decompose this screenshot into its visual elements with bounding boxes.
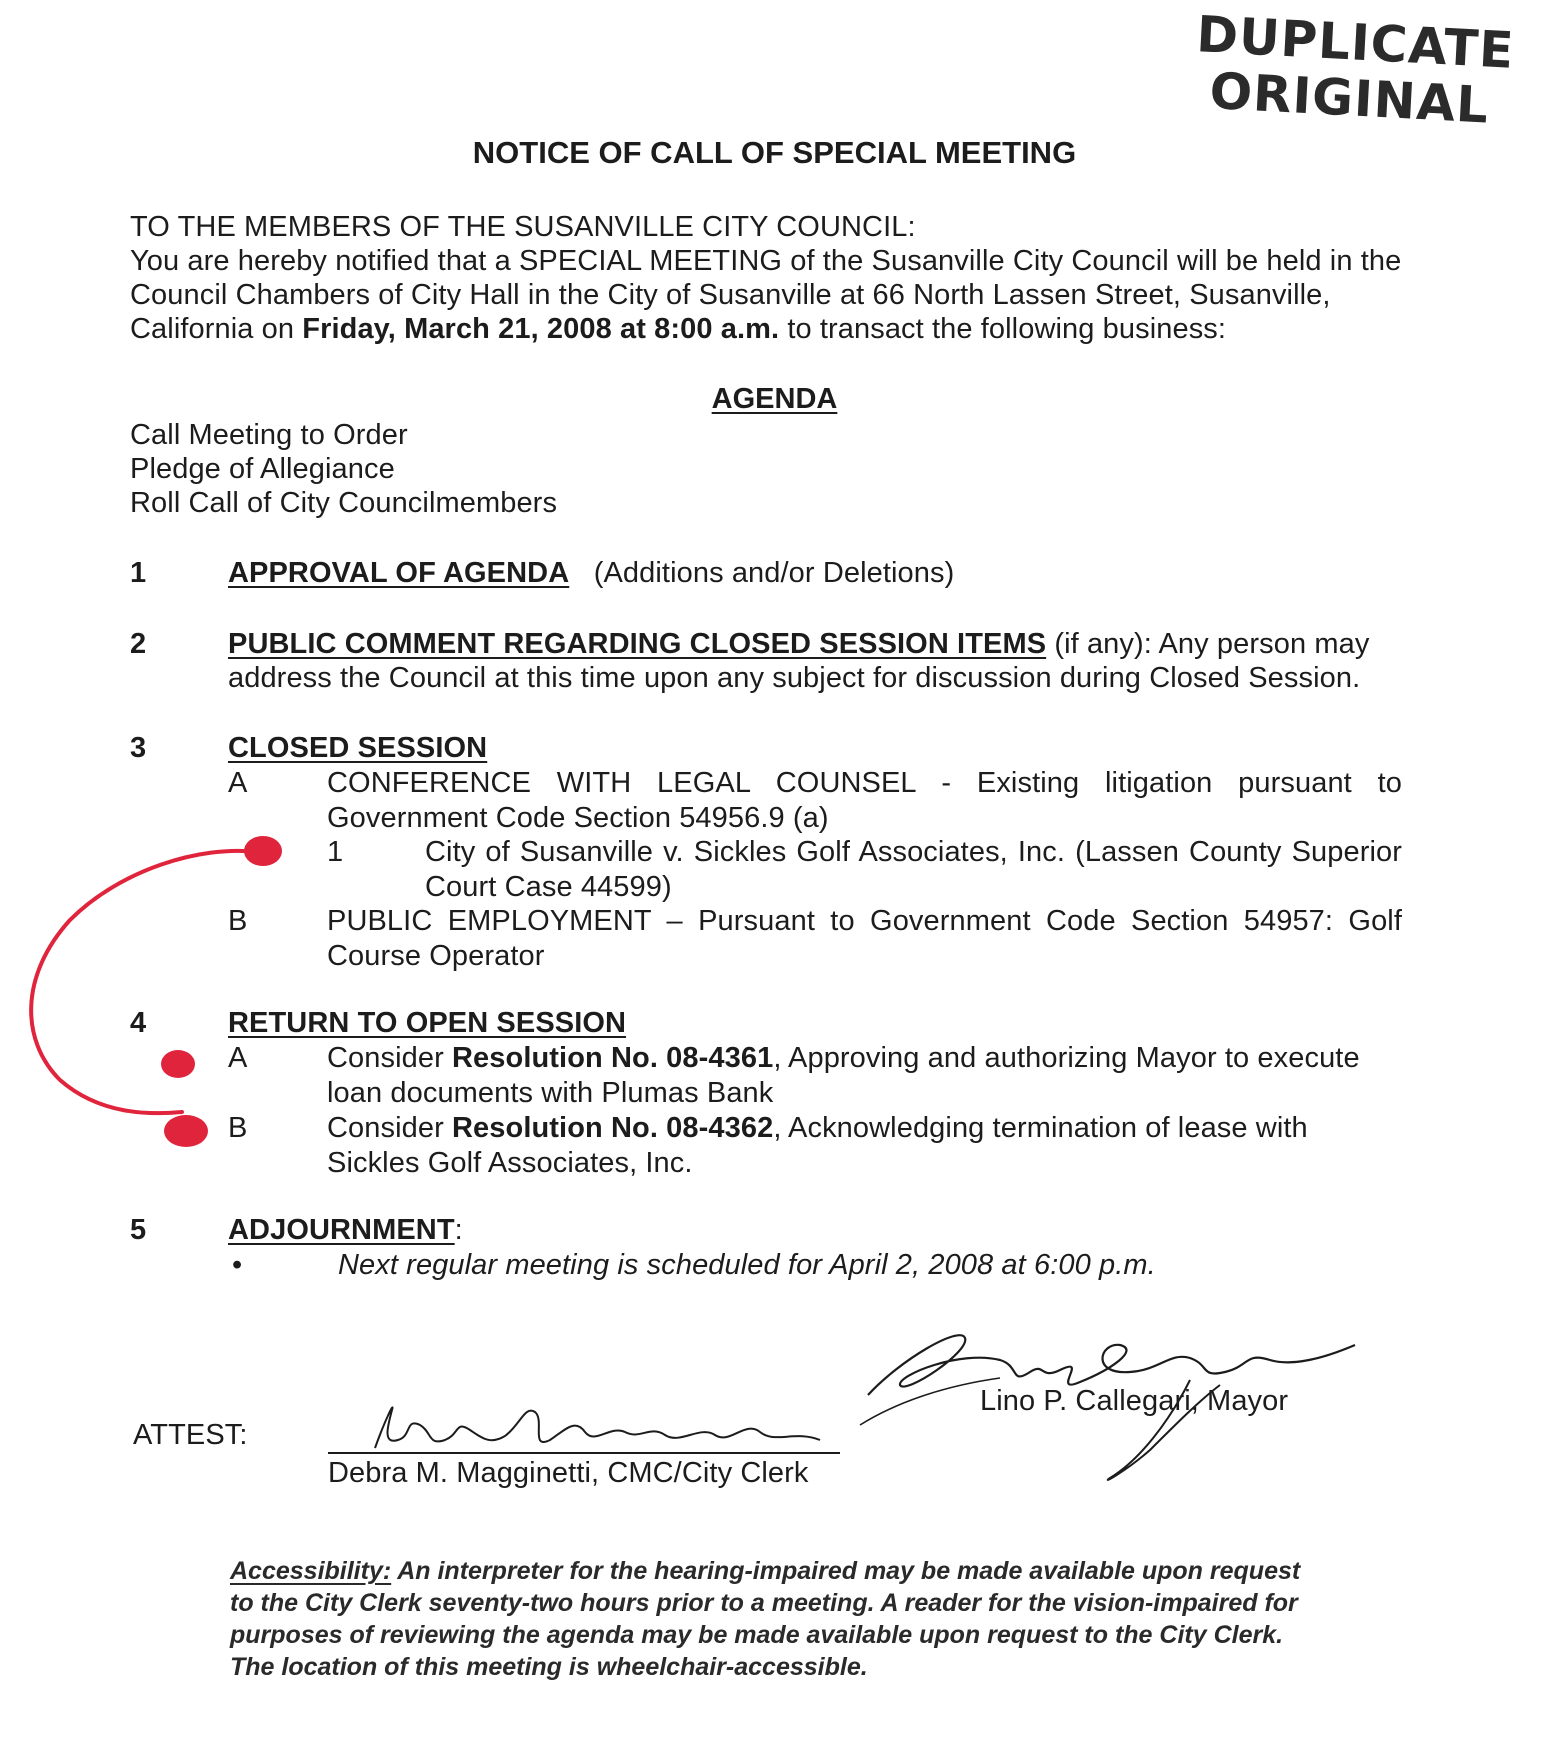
opening-item: Pledge of Allegiance [130, 453, 395, 485]
intro-line-2: Council Chambers of City Hall in the City of Susanville at 66 North Lassen Street, Susanville, [130, 279, 1331, 311]
sub-item-letter: A [228, 767, 248, 799]
clerk-signature-line [328, 1452, 840, 1454]
item-1-line [228, 556, 954, 591]
sub-item-text: CONFERENCE WITH LEGAL COUNSEL - Existing litigation pursuant to Government Code Section 54956.9 (a) [327, 767, 1402, 834]
intro-line-1: You are hereby notified that a SPECIAL MEETING of the Susanville City Council will be held in the [130, 245, 1402, 277]
sub-item-post: , Acknowledging termination of lease with Sickles Golf Associates, Inc. [327, 1112, 1308, 1179]
mayor-signature-name: Lino P. Callegari, Mayor [980, 1385, 1289, 1417]
sub-sub-item-text: City of Susanville v. Sickles Golf Associates, Inc. (Lassen County Superior Court Case 44599) [425, 836, 1402, 903]
sub-item-letter: A [228, 1042, 248, 1074]
item-number: 3 [130, 732, 147, 764]
opening-item: Call Meeting to Order [130, 419, 408, 451]
item-heading: CLOSED SESSION [228, 732, 488, 764]
sub-item-letter: B [228, 905, 248, 937]
intro-line-3-pre: California on [130, 313, 303, 345]
bullet: • [232, 1249, 243, 1281]
item-heading: PUBLIC COMMENT REGARDING CLOSED SESSION ITEMS [228, 628, 1047, 660]
item-number: 2 [130, 628, 147, 660]
duplicate-original-stamp [1192, 5, 1516, 135]
intro-line-3 [130, 312, 1226, 347]
document-title: NOTICE OF CALL OF SPECIAL MEETING [472, 135, 1077, 170]
sub-item-text: PUBLIC EMPLOYMENT – Pursuant to Government Code Section 54957: Golf Course Operator [327, 905, 1402, 972]
opening-item: Roll Call of City Councilmembers [130, 487, 558, 519]
sub-item-post: , Approving and authorizing Mayor to execute loan documents with Plumas Bank [327, 1042, 1360, 1109]
sub-item-text [327, 1111, 1402, 1181]
item-2-line-2: address the Council at this time upon any subject for discussion during Closed Session. [228, 662, 1361, 694]
addressee-line: TO THE MEMBERS OF THE SUSANVILLE CITY COUNCIL: [130, 211, 916, 243]
sub-item-text [327, 1041, 1402, 1111]
sub-item-pre: Consider [327, 1042, 453, 1074]
item-heading: RETURN TO OPEN SESSION [228, 1007, 627, 1039]
item-2-line-1 [228, 627, 1369, 662]
agenda-heading: AGENDA [711, 383, 838, 415]
sub-sub-item-number: 1 [327, 836, 344, 868]
item-number: 4 [130, 1007, 147, 1039]
item-heading: ADJOURNMENT [228, 1214, 455, 1246]
next-meeting-note: Next regular meeting is scheduled for April 2, 2008 at 6:00 p.m. [338, 1249, 1156, 1281]
sub-item-letter: B [228, 1112, 248, 1144]
accessibility-notice [230, 1555, 1310, 1683]
resolution-number: Resolution No. 08-4361 [452, 1042, 774, 1074]
stamp-line-1: DUPLICATE [1195, 5, 1516, 80]
item-number: 1 [130, 557, 147, 589]
clerk-signature-name: Debra M. Magginetti, CMC/City Clerk [328, 1457, 809, 1489]
attest-label: ATTEST: [133, 1419, 248, 1451]
item-5-colon: : [454, 1214, 463, 1246]
resolution-number: Resolution No. 08-4362 [452, 1112, 774, 1144]
accessibility-text: An interpreter for the hearing-impaired may be made available upon request to the City Clerk seventy-two hours prior to a meeting. A reader for the vision-impaired for purposes of reviewing the agenda may be made available upon request to the City Clerk. The location of this meeting is wheelchair-accessible. [230, 1557, 1301, 1681]
stamp-line-2: ORIGINAL [1208, 61, 1491, 135]
item-heading: APPROVAL OF AGENDA [228, 557, 570, 589]
intro-line-3-post: to transact the following business: [779, 313, 1227, 345]
meeting-datetime: Friday, March 21, 2008 at 8:00 a.m. [302, 313, 780, 345]
item-1-note: (Additions and/or Deletions) [593, 557, 955, 589]
item-5-line [228, 1213, 463, 1248]
accessibility-label: Accessibility: [230, 1557, 392, 1585]
item-2-text-1: (if any): Any person may [1046, 628, 1370, 660]
item-number: 5 [130, 1214, 147, 1246]
sub-item-pre: Consider [327, 1112, 453, 1144]
